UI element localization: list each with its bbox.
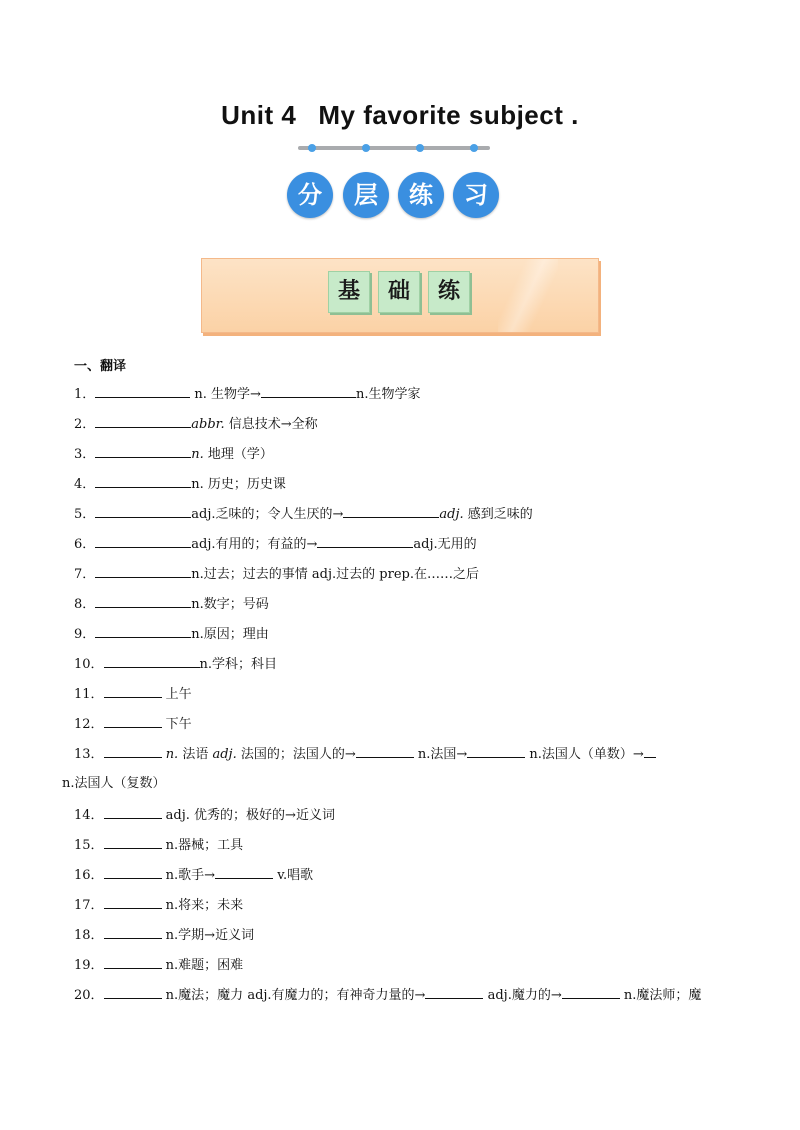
- answer-blank[interactable]: [95, 564, 191, 578]
- tag-char: 习: [453, 172, 499, 218]
- answer-blank[interactable]: [261, 384, 356, 398]
- decorative-rail: [298, 146, 490, 150]
- layered-practice-tag: [287, 172, 502, 220]
- answer-blank[interactable]: [104, 805, 162, 819]
- answer-blank[interactable]: [104, 654, 200, 668]
- answer-blank[interactable]: [95, 384, 190, 398]
- exercise-item-12: 12． 下午: [74, 714, 192, 734]
- exercise-item-14: 14． adj. 优秀的；极好的→近义词: [74, 805, 335, 825]
- exercise-item-7: 7． n.过去；过去的事情 adj.过去的 prep.在……之后: [74, 564, 479, 584]
- answer-blank[interactable]: [104, 985, 162, 999]
- rail-dot: [308, 144, 316, 152]
- exercise-item-2: 2． abbr. 信息技术→全称: [74, 414, 318, 434]
- exercise-item-6: 6． adj.有用的；有益的→ adj.无用的: [74, 534, 477, 554]
- exercise-item-4: 4． n. 历史；历史课: [74, 474, 286, 494]
- answer-blank[interactable]: [104, 925, 162, 939]
- tag-char: 层: [343, 172, 389, 218]
- section-heading: 一、翻译: [74, 359, 127, 374]
- exercise-item-19: 19． n.难题；困难: [74, 955, 243, 975]
- answer-blank[interactable]: [644, 744, 656, 758]
- answer-blank[interactable]: [104, 684, 162, 698]
- answer-blank[interactable]: [104, 895, 162, 909]
- rail-dot: [470, 144, 478, 152]
- basic-practice-banner: [201, 258, 599, 333]
- answer-blank[interactable]: [95, 534, 191, 548]
- rail-dot: [362, 144, 370, 152]
- exercise-item-1: 1． n. 生物学→ n.生物学家: [74, 384, 420, 404]
- exercise-item-15: 15． n.器械；工具: [74, 835, 243, 855]
- answer-blank[interactable]: [104, 835, 162, 849]
- exercise-item-13: 13． n. 法语 adj. 法国的；法国人的→ n.法国→ n.法国人（单数）→: [74, 744, 656, 764]
- answer-blank[interactable]: [343, 504, 439, 518]
- answer-blank[interactable]: [356, 744, 414, 758]
- banner-shine: [498, 259, 558, 332]
- exercise-item-8: 8． n.数字；号码: [74, 594, 269, 614]
- answer-blank[interactable]: [95, 504, 191, 518]
- exercise-item-16: 16． n.歌手→ v.唱歌: [74, 865, 313, 885]
- answer-blank[interactable]: [95, 414, 191, 428]
- answer-blank[interactable]: [104, 865, 162, 879]
- exercise-item-9: 9． n.原因；理由: [74, 624, 269, 644]
- title-unit: Unit 4: [221, 100, 297, 130]
- banner-char: 练: [428, 271, 470, 313]
- exercise-item-13-cont: n.法国人（复数）: [62, 776, 166, 791]
- answer-blank[interactable]: [467, 744, 525, 758]
- exercise-item-17: 17． n.将来；未来: [74, 895, 243, 915]
- rail-dot: [416, 144, 424, 152]
- answer-blank[interactable]: [425, 985, 483, 999]
- banner-char: 础: [378, 271, 420, 313]
- tag-char: 分: [287, 172, 333, 218]
- exercise-item-20: 20． n.魔法；魔力 adj.有魔力的；有神奇力量的→ adj.魔力的→ n.魔法师；魔: [74, 985, 701, 1005]
- answer-blank[interactable]: [95, 474, 191, 488]
- exercise-item-10: 10． n.学科；科目: [74, 654, 277, 674]
- answer-blank[interactable]: [104, 744, 162, 758]
- exercise-item-11: 11． 上午: [74, 684, 192, 704]
- answer-blank[interactable]: [317, 534, 413, 548]
- answer-blank[interactable]: [104, 714, 162, 728]
- answer-blank[interactable]: [215, 865, 273, 879]
- answer-blank[interactable]: [95, 444, 191, 458]
- answer-blank[interactable]: [95, 594, 191, 608]
- exercise-item-5: 5． adj.乏味的；令人生厌的→ adj. 感到乏味的: [74, 504, 533, 524]
- banner-char: 基: [328, 271, 370, 313]
- answer-blank[interactable]: [95, 624, 191, 638]
- title-subject: My favorite subject .: [318, 100, 579, 130]
- exercise-item-18: 18． n.学期→近义词: [74, 925, 254, 945]
- answer-blank[interactable]: [562, 985, 620, 999]
- page-title: [0, 100, 800, 131]
- exercise-item-3: 3． n. 地理（学）: [74, 444, 273, 464]
- tag-char: 练: [398, 172, 444, 218]
- answer-blank[interactable]: [104, 955, 162, 969]
